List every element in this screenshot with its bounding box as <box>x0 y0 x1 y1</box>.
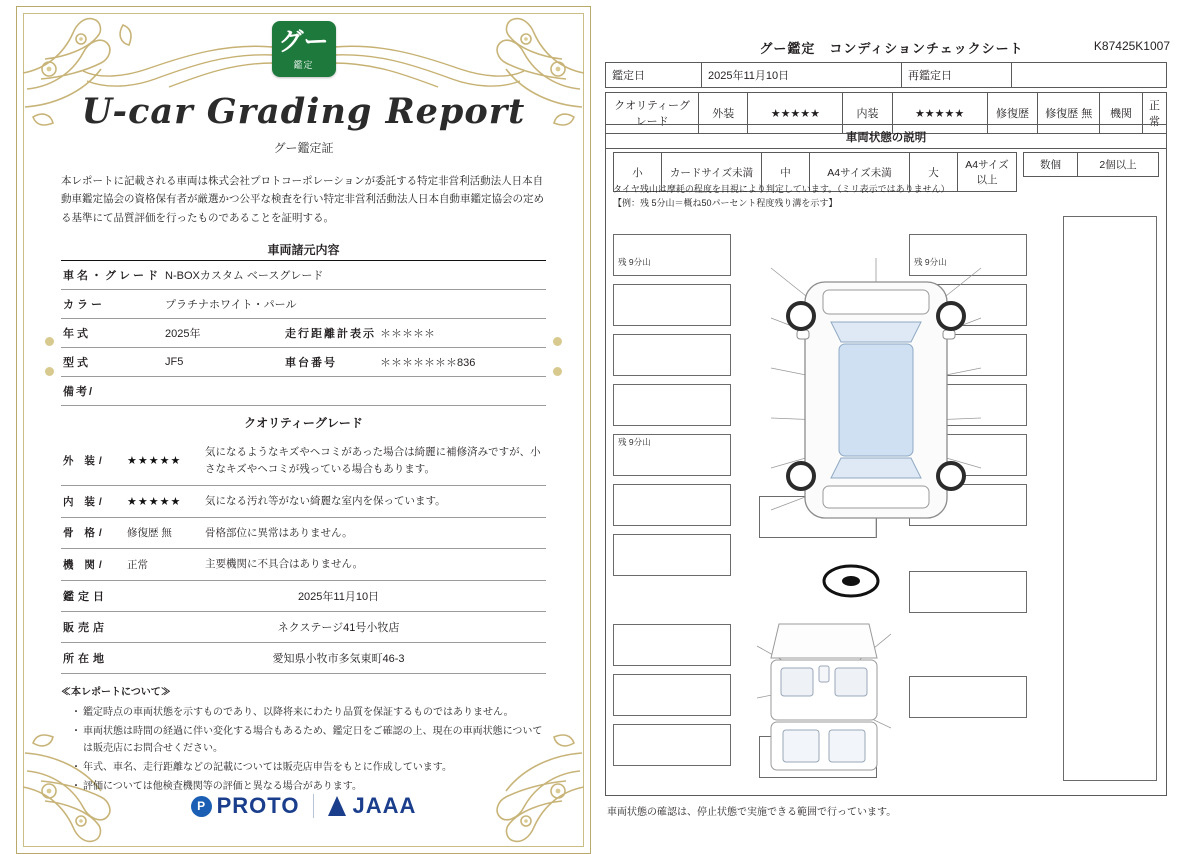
table-row <box>61 437 546 485</box>
repair-history-value: 修復歴 無 <box>1038 93 1100 134</box>
engine-value: 正常 <box>1143 93 1167 134</box>
note-item: ・ 車両状態は時間の経過に伴い変化する場合もあるため、鑑定日をご確認の上、現在の車両状態については販売店にお問合せください。 <box>73 723 546 757</box>
spec-label: カラー <box>61 290 163 319</box>
notes-title: ≪本レポートについて≫ <box>61 687 171 699</box>
note-item: ・ 鑑定時点の車両状態を示すものであり、以降将来にわたり品質を保証するものではありません。 <box>73 704 546 721</box>
info-key: 販売店 <box>61 612 131 643</box>
spec-value <box>163 377 546 406</box>
exterior-label: 外装 <box>699 93 748 134</box>
tire-note-line1: タイヤ残山は摩耗の程度を目視により判定しています。（ミリ表示ではありません） <box>613 184 950 194</box>
spec-value-secondary: ＊＊＊＊＊＊＊836 <box>378 348 546 377</box>
jaaa-logo-text: JAAA <box>352 793 417 818</box>
quantity-key: 数個 <box>1024 153 1078 177</box>
info-value: ネクステージ41号小牧店 <box>131 612 546 643</box>
grade-description: 気になる汚れ等がない綺麗な室内を保っています。 <box>203 485 546 517</box>
table-row <box>61 290 546 319</box>
note-item: ・ 評価については他検査機関等の評価と異なる場合があります。 <box>73 778 546 795</box>
table-row <box>61 581 546 612</box>
table-row <box>1024 153 1159 177</box>
table-row <box>61 319 546 348</box>
reinspection-date-label: 再鑑定日 <box>902 63 1012 88</box>
proto-mark-icon: P <box>191 796 212 817</box>
steering-wheel-icon <box>821 561 881 601</box>
interior-label: 内装 <box>843 93 892 134</box>
decorative-dot <box>45 367 54 376</box>
decorative-dot <box>553 367 562 376</box>
info-key: 鑑定日 <box>61 581 131 612</box>
tire-label-rear-left: 残 9分山 <box>618 437 651 447</box>
grade-score: 修復歴 無 <box>125 517 203 549</box>
note-item: ・ 年式、車名、走行距離などの記載については販売店申告をもとに作成しています。 <box>73 759 546 776</box>
jaaa-logo <box>328 793 416 819</box>
grade-description: 主要機関に不具合はありません。 <box>203 549 546 581</box>
grade-score: ★★★★★ <box>125 437 203 485</box>
engine-label: 機関 <box>1100 93 1143 134</box>
annotation-box[interactable] <box>909 571 1027 613</box>
exterior-stars: ★★★★★ <box>748 93 843 134</box>
table-row <box>61 377 546 406</box>
spec-label: 備考/ <box>61 377 163 406</box>
proto-logo <box>191 793 300 819</box>
info-value: 愛知県小牧市多気東町46-3 <box>131 643 546 674</box>
divider <box>313 794 314 818</box>
proto-logo-text: PROTO <box>216 793 300 818</box>
annotation-box[interactable] <box>613 724 731 766</box>
quantity-value: 2個以上 <box>1078 153 1159 177</box>
sheet-title: グー鑑定 コンディションチェックシート <box>759 41 1024 56</box>
annotation-box[interactable] <box>613 284 731 326</box>
vehicle-diagram <box>609 216 1163 786</box>
tire-label-front-left: 残 9分山 <box>618 257 651 267</box>
annotation-box[interactable] <box>613 624 731 666</box>
interior-diagram <box>749 606 899 781</box>
grade-key: 骨 格/ <box>61 517 125 549</box>
annotation-box[interactable] <box>909 676 1027 718</box>
certificate-body <box>61 172 546 797</box>
quantity-legend-table <box>1023 152 1159 177</box>
repair-history-label: 修復歴 <box>987 93 1038 134</box>
size-large-value: A4サイズ以上 <box>958 153 1017 192</box>
grade-key: 外 装/ <box>61 437 125 485</box>
grading-report-certificate <box>16 6 591 854</box>
size-small-value: カードサイズ未満 <box>662 153 762 192</box>
annotation-box[interactable] <box>613 534 731 576</box>
ribbon-left-icon <box>77 25 277 95</box>
table-row <box>61 261 546 290</box>
grade-description: 気になるようなキズやヘコミがあった場合は綺麗に補修済みですが、小さなキズやヘコミが残っている場合もあります。 <box>203 437 546 485</box>
intro-paragraph: 本レポートに記載される車両は株式会社プロトコーポレーションが委託する特定非営利活動法人日本自動車鑑定協会の資格保有者が厳選かつ公平な検査を行い特定非営利活動法人日本自動車鑑定協会の定める基準にて品質評価を行ったものであることを証明する。 <box>61 175 544 224</box>
spec-value-secondary: ＊＊＊＊＊ <box>378 319 546 348</box>
table-row <box>61 348 546 377</box>
annotation-box[interactable] <box>613 384 731 426</box>
page-subtitle: グー鑑定証 <box>273 141 334 155</box>
grade-key: 内 装/ <box>61 485 125 517</box>
annotation-box[interactable] <box>1063 216 1157 781</box>
grade-score: ★★★★★ <box>125 485 203 517</box>
info-key: 所在地 <box>61 643 131 674</box>
grade-section-title: クオリティーグレード <box>244 416 363 431</box>
spec-label-secondary: 走行距離計表示 <box>283 319 378 348</box>
grade-key: 機 関/ <box>61 549 125 581</box>
interior-stars: ★★★★★ <box>892 93 987 134</box>
condition-panel-title: 車両状態の説明 <box>606 125 1166 149</box>
inspection-date-value: 2025年11月10日 <box>702 63 902 88</box>
quality-grade-label: クオリティーグレード <box>606 93 699 134</box>
annotation-box[interactable] <box>613 334 731 376</box>
grade-score: 正常 <box>125 549 203 581</box>
table-row <box>61 485 546 517</box>
annotation-box[interactable] <box>613 484 731 526</box>
vehicle-spec-table <box>61 261 546 406</box>
page-title: U-car Grading Report <box>81 91 526 132</box>
tire-label-front-right: 残 9分山 <box>914 257 947 267</box>
condition-check-sheet <box>599 6 1184 854</box>
table-row <box>61 643 546 674</box>
goo-kantei-logo <box>272 21 336 77</box>
sheet-code: K87425K1007 <box>1093 39 1170 53</box>
spec-label: 型式 <box>61 348 163 377</box>
spec-value: プラチナホワイト・パール <box>163 290 546 319</box>
ribbon-right-icon <box>330 25 530 95</box>
table-row <box>61 612 546 643</box>
logo-sub-text: 鑑定 <box>293 59 314 70</box>
size-small-key: 小 <box>614 153 662 192</box>
spec-label-secondary: 車台番号 <box>283 348 378 377</box>
inspection-date-table <box>605 62 1167 88</box>
tire-note <box>613 183 950 210</box>
jaaa-mark-icon <box>328 796 346 816</box>
inspection-date-label: 鑑定日 <box>606 63 702 88</box>
annotation-box[interactable] <box>613 674 731 716</box>
decorative-dot <box>553 337 562 346</box>
brand-logos <box>17 793 590 819</box>
spec-label: 年式 <box>61 319 163 348</box>
logo-mark-text: グー <box>278 27 329 56</box>
reinspection-date-value <box>1012 63 1167 88</box>
table-row <box>606 63 1167 88</box>
dealer-info-table <box>61 581 546 674</box>
spec-label: 車名・グレード <box>61 261 163 290</box>
size-medium-key: 中 <box>762 153 810 192</box>
size-medium-value: A4サイズ未満 <box>810 153 910 192</box>
info-value: 2025年11月10日 <box>131 581 546 612</box>
tire-note-line2: 【例：残 5分山＝概ね50パーセント程度残り溝を示す】 <box>613 197 838 208</box>
spec-value: N-BOXカスタム ベースグレード <box>163 261 546 290</box>
quality-grade-table <box>61 437 546 581</box>
report-notes <box>61 684 546 795</box>
table-row <box>61 517 546 549</box>
car-top-view-diagram <box>761 238 991 568</box>
spec-section-title: 車両諸元内容 <box>267 243 340 258</box>
decorative-dot <box>45 337 54 346</box>
spec-value: JF5 <box>163 348 283 377</box>
spec-value: 2025年 <box>163 319 283 348</box>
grade-description: 骨格部位に異常はありません。 <box>203 517 546 549</box>
footer-note: 車両状態の確認は、停止状態で実施できる範囲で行っています。 <box>607 807 897 818</box>
table-row <box>61 549 546 581</box>
size-large-key: 大 <box>910 153 958 192</box>
